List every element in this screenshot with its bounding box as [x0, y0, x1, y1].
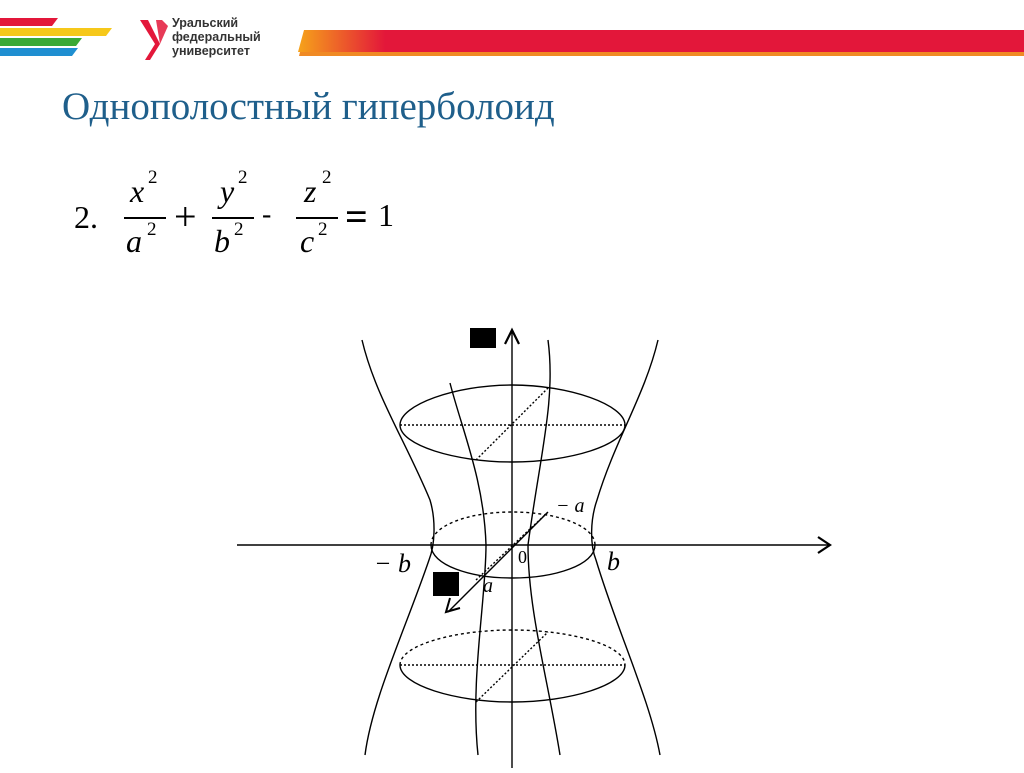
fraction-1-numerator-power: 2: [148, 167, 158, 188]
header-stripes: [0, 0, 1024, 70]
fraction-3-bar: [296, 217, 338, 219]
x-axis-marker: [433, 572, 459, 596]
fraction-3-numerator: z: [304, 173, 317, 209]
b-label: b: [607, 547, 620, 576]
origin-label: 0: [518, 547, 527, 567]
right-hand-side: 1: [378, 197, 394, 233]
stripe-yellow: [0, 28, 112, 36]
stripe-red: [0, 18, 58, 26]
university-name: [172, 16, 261, 58]
minus-b-label: − b: [374, 549, 412, 578]
fraction-2-numerator-power: 2: [238, 167, 248, 188]
a-label: a: [483, 575, 493, 597]
university-name-line3: университет: [172, 44, 250, 58]
header-banner: [0, 0, 1024, 70]
hyperboloid-drawing: [220, 315, 860, 768]
minus-sign: -: [262, 199, 272, 230]
formula-number: 2.: [74, 199, 98, 235]
fraction-1-bar: [124, 217, 166, 219]
slide-title: Однополостный гиперболоид: [62, 85, 555, 128]
hyperboloid-diagram: [220, 315, 860, 768]
logo-mark: [140, 20, 168, 60]
fraction-1-denominator-power: 2: [147, 219, 157, 240]
minus-a-label: − a: [556, 495, 585, 517]
stripe-green: [0, 38, 82, 46]
fraction-3-denominator: c: [300, 223, 315, 259]
fraction-2-denominator-power: 2: [234, 219, 244, 240]
z-axis-marker: [470, 328, 496, 348]
plus-sign: +: [174, 194, 197, 239]
fraction-3-denominator-power: 2: [318, 219, 328, 240]
stripe-right: [298, 30, 1024, 52]
fraction-3-numerator-power: 2: [322, 167, 332, 188]
stripe-right-thin: [299, 52, 1024, 56]
fraction-2-numerator: y: [220, 173, 235, 209]
equals-sign: =: [345, 194, 368, 239]
hyperboloid-equation: [60, 165, 480, 275]
fraction-1-numerator: x: [130, 173, 145, 209]
fraction-2-bar: [212, 217, 254, 219]
university-name-line1: Уральский: [172, 16, 239, 30]
stripe-blue: [0, 48, 78, 56]
university-name-line2: федеральный: [172, 30, 261, 44]
fraction-2-denominator: b: [214, 223, 230, 259]
fraction-1-denominator: a: [126, 223, 142, 259]
oblique-axis-arrow: [446, 598, 460, 612]
